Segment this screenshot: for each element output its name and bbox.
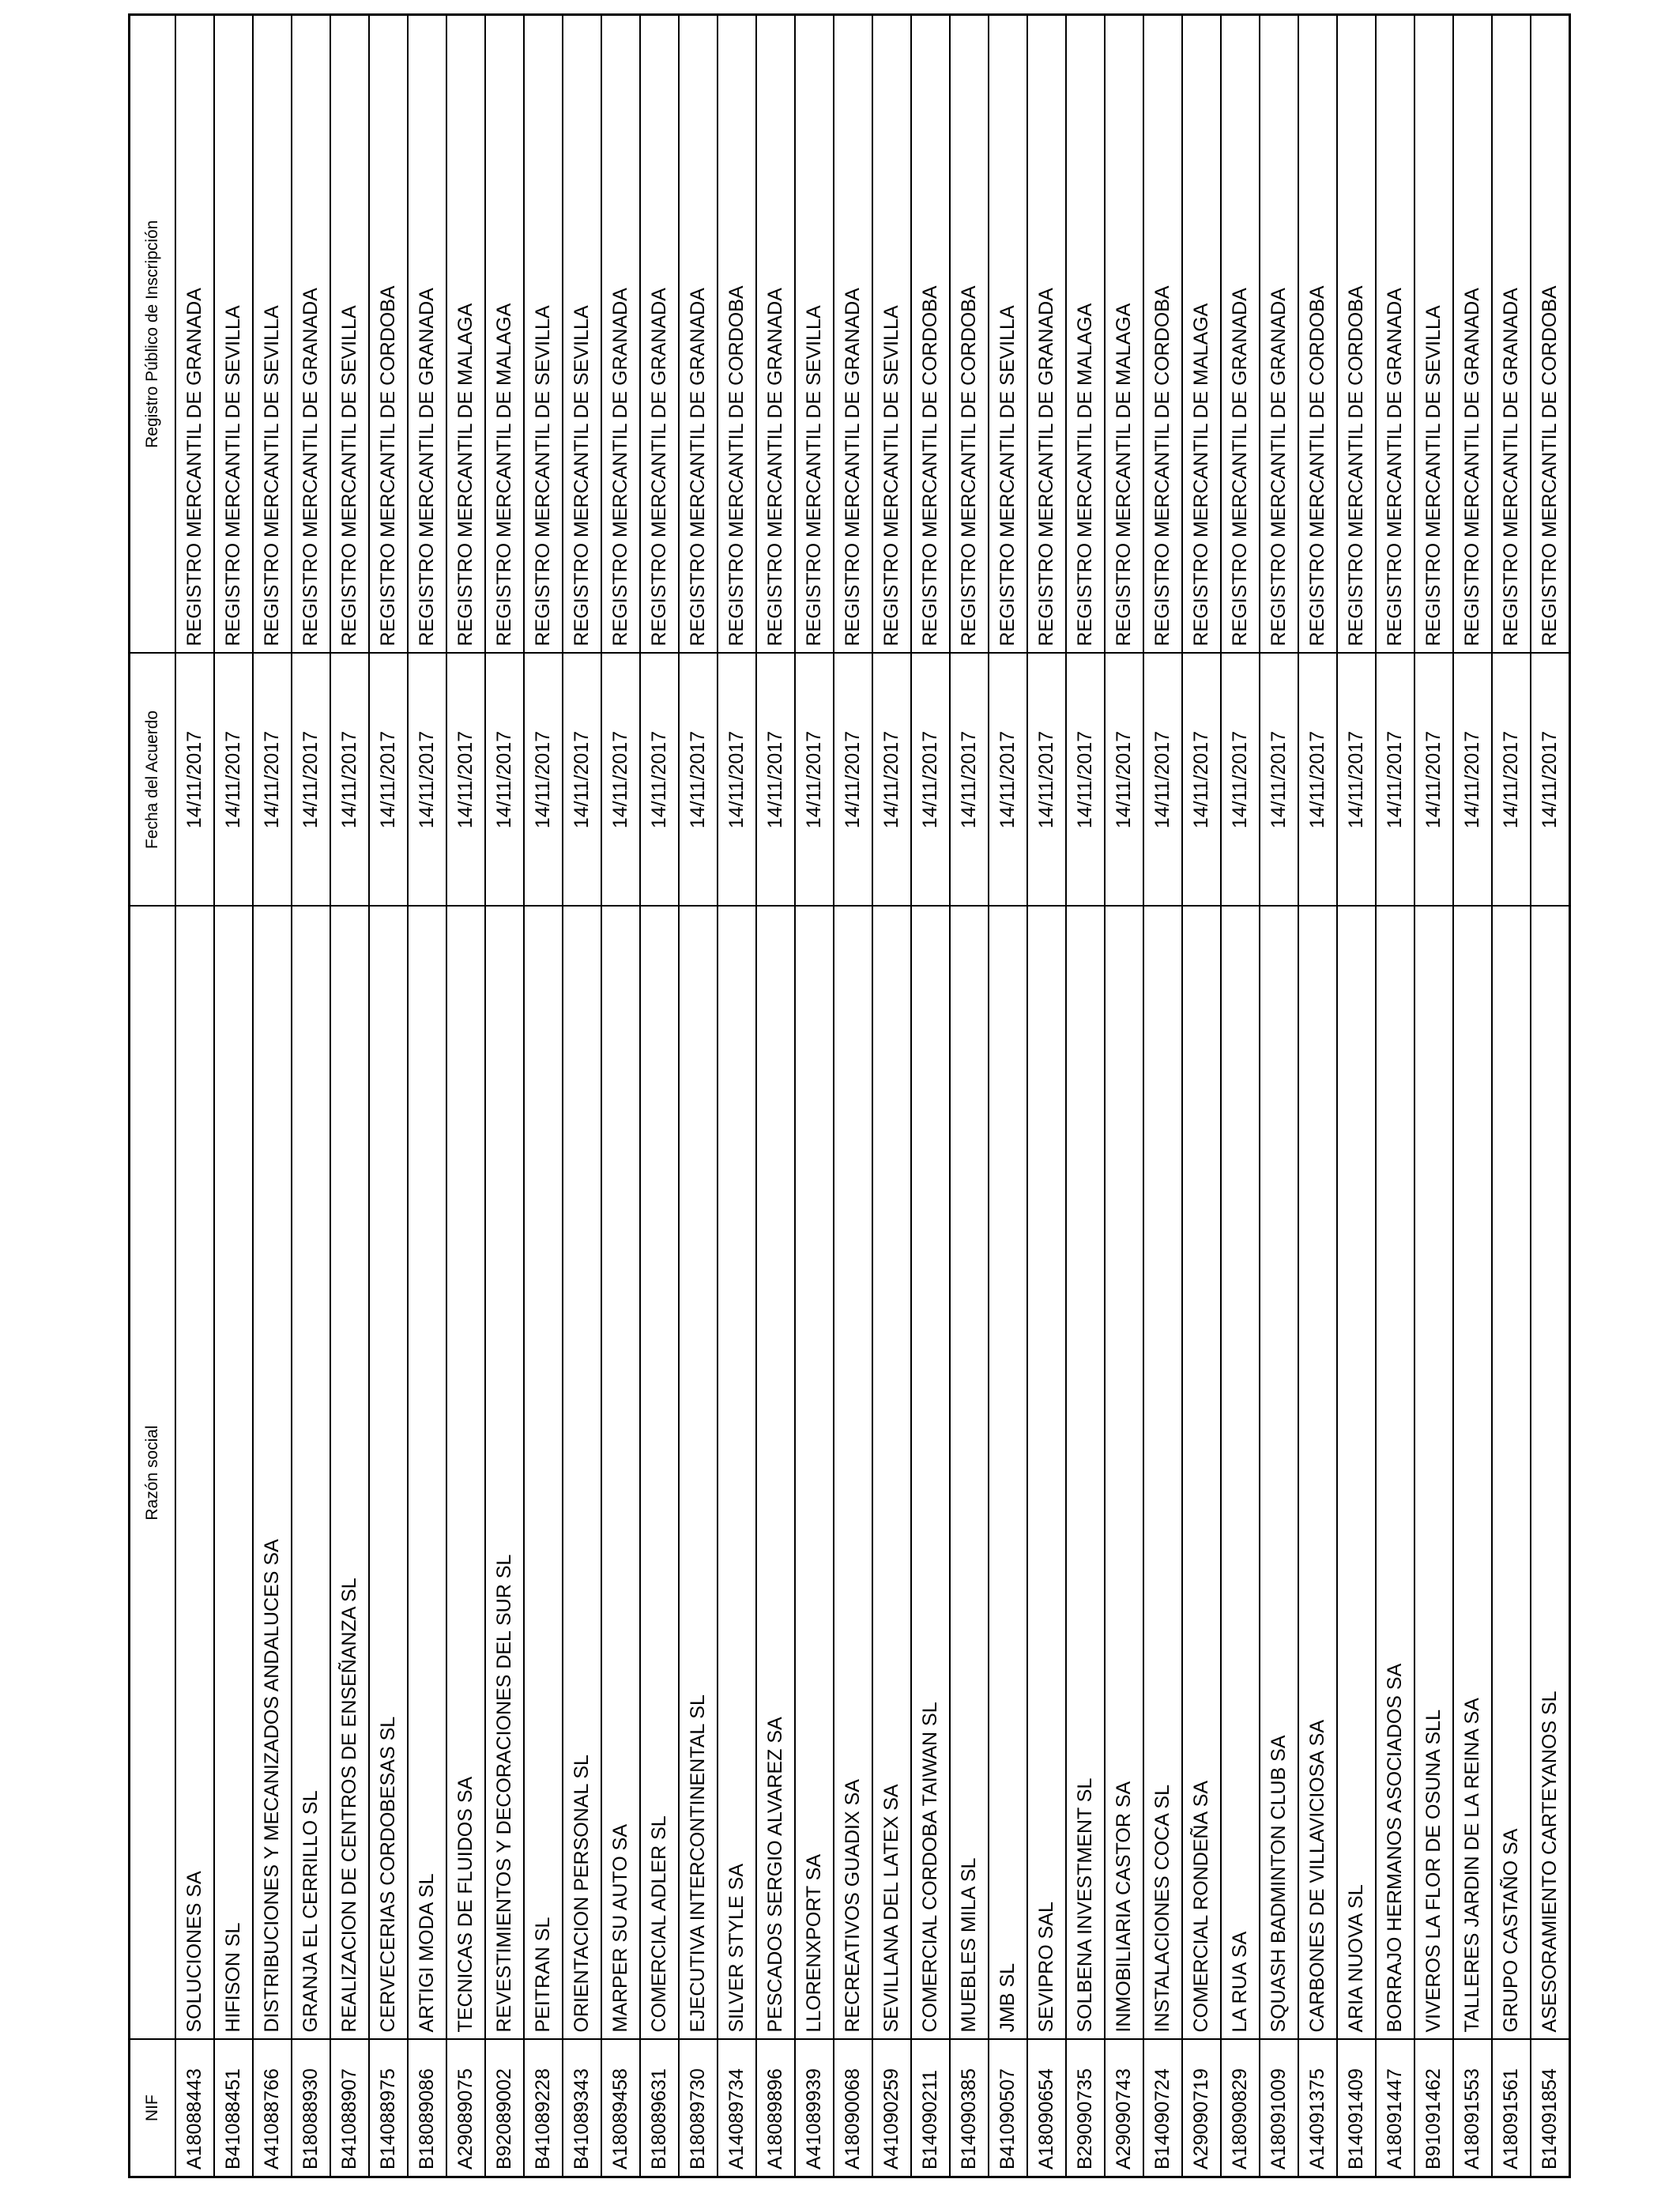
cell-fecha: 14/11/2017 [1221,654,1260,907]
cell-registro: REGISTRO MERCANTIL DE MALAGA [1105,15,1143,654]
cell-razon-social: GRANJA EL CERRILLO SL [292,907,330,2040]
cell-registro: REGISTRO MERCANTIL DE CORDOBA [1143,15,1182,654]
header-row [130,15,176,2177]
cell-razon-social: COMERCIAL ADLER SL [640,907,679,2040]
cell-razon-social: JMB SL [989,907,1027,2040]
cell-nif: A41090259 [872,2040,911,2177]
cell-nif: A18089896 [756,2040,795,2177]
table-row [369,15,408,2177]
cell-nif: A29090743 [1105,2040,1143,2177]
cell-registro: REGISTRO MERCANTIL DE GRANADA [679,15,718,654]
cell-nif: A18091009 [1260,2040,1298,2177]
cell-registro: REGISTRO MERCANTIL DE SEVILLA [563,15,601,654]
cell-nif: B18089086 [408,2040,446,2177]
table-row [795,15,834,2177]
cell-registro: REGISTRO MERCANTIL DE SEVILLA [795,15,834,654]
cell-nif: B41090507 [989,2040,1027,2177]
cell-fecha: 14/11/2017 [1337,654,1376,907]
cell-registro: REGISTRO MERCANTIL DE SEVILLA [253,15,292,654]
cell-razon-social: SILVER STYLE SA [718,907,756,2040]
cell-fecha: 14/11/2017 [1182,654,1221,907]
table-row [1066,15,1105,2177]
cell-fecha: 14/11/2017 [485,654,524,907]
cell-registro: REGISTRO MERCANTIL DE GRANADA [834,15,872,654]
cell-nif: B14090724 [1143,2040,1182,2177]
cell-razon-social: REVESTIMIENTOS Y DECORACIONES DEL SUR SL [485,907,524,2040]
cell-registro: REGISTRO MERCANTIL DE SEVILLA [524,15,563,654]
cell-nif: B41088907 [330,2040,369,2177]
cell-nif: B14088975 [369,2040,408,2177]
cell-razon-social: EJECUTIVA INTERCONTINENTAL SL [679,907,718,2040]
table-row [292,15,330,2177]
cell-nif: A29090719 [1182,2040,1221,2177]
table-row [408,15,446,2177]
table-row [1221,15,1260,2177]
cell-razon-social: INMOBILIARIA CASTOR SA [1105,907,1143,2040]
cell-razon-social: ARIA NUOVA SL [1337,907,1376,2040]
table-row [253,15,292,2177]
cell-razon-social: INSTALACIONES COCA SL [1143,907,1182,2040]
cell-registro: REGISTRO MERCANTIL DE GRANADA [1027,15,1066,654]
cell-nif: A14091375 [1298,2040,1337,2177]
cell-razon-social: MARPER SU AUTO SA [601,907,640,2040]
cell-razon-social: LA RUA SA [1221,907,1260,2040]
cell-nif: A18091553 [1453,2040,1492,2177]
cell-razon-social: COMERCIAL CORDOBA TAIWAN SL [911,907,950,2040]
cell-registro: REGISTRO MERCANTIL DE GRANADA [640,15,679,654]
cell-razon-social: ORIENTACION PERSONAL SL [563,907,601,2040]
table-row [872,15,911,2177]
cell-registro: REGISTRO MERCANTIL DE GRANADA [1453,15,1492,654]
cell-fecha: 14/11/2017 [679,654,718,907]
cell-registro: REGISTRO MERCANTIL DE GRANADA [1221,15,1260,654]
cell-nif: B29090735 [1066,2040,1105,2177]
cell-fecha: 14/11/2017 [408,654,446,907]
table-row [1105,15,1143,2177]
table-row [1453,15,1492,2177]
cell-nif: A41089939 [795,2040,834,2177]
cell-razon-social: REALIZACION DE CENTROS DE ENSEÑANZA SL [330,907,369,2040]
table-row [1337,15,1376,2177]
cell-razon-social: MUEBLES MILA SL [950,907,989,2040]
cell-nif: B18088930 [292,2040,330,2177]
cell-razon-social: ARTIGI MODA SL [408,907,446,2040]
table-row [756,15,795,2177]
rotated-table-container [128,16,1561,2178]
cell-razon-social: COMERCIAL RONDEÑA SA [1182,907,1221,2040]
cell-registro: REGISTRO MERCANTIL DE SEVILLA [214,15,253,654]
cell-razon-social: CERVECERIAS CORDOBESAS SL [369,907,408,2040]
cell-fecha: 14/11/2017 [253,654,292,907]
cell-razon-social: HIFISON SL [214,907,253,2040]
cell-nif: A41088766 [253,2040,292,2177]
cell-registro: REGISTRO MERCANTIL DE MALAGA [1182,15,1221,654]
cell-registro: REGISTRO MERCANTIL DE CORDOBA [718,15,756,654]
cell-fecha: 14/11/2017 [872,654,911,907]
cell-fecha: 14/11/2017 [524,654,563,907]
cell-fecha: 14/11/2017 [1105,654,1143,907]
cell-fecha: 14/11/2017 [795,654,834,907]
cell-razon-social: DISTRIBUCIONES Y MECANIZADOS ANDALUCES SA [253,907,292,2040]
cell-razon-social: PEITRAN SL [524,907,563,2040]
cell-fecha: 14/11/2017 [446,654,485,907]
table-row [1376,15,1414,2177]
cell-registro: REGISTRO MERCANTIL DE GRANADA [292,15,330,654]
cell-nif: A18089458 [601,2040,640,2177]
table-row [524,15,563,2177]
cell-nif: A14089734 [718,2040,756,2177]
cell-registro: REGISTRO MERCANTIL DE GRANADA [408,15,446,654]
table-row [1414,15,1453,2177]
cell-registro: REGISTRO MERCANTIL DE GRANADA [175,15,214,654]
cell-nif: B14090211 [911,2040,950,2177]
cell-nif: B92089002 [485,2040,524,2177]
cell-nif: B14091854 [1531,2040,1570,2177]
cell-nif: B18089631 [640,2040,679,2177]
cell-fecha: 14/11/2017 [1066,654,1105,907]
cell-razon-social: SOLUCIONES SA [175,907,214,2040]
table-row [214,15,253,2177]
cell-nif: B14091409 [1337,2040,1376,2177]
cell-fecha: 14/11/2017 [1298,654,1337,907]
table-row [989,15,1027,2177]
cell-nif: B41089228 [524,2040,563,2177]
table-row [563,15,601,2177]
cell-nif: B41088451 [214,2040,253,2177]
cell-registro: REGISTRO MERCANTIL DE SEVILLA [872,15,911,654]
cell-fecha: 14/11/2017 [1143,654,1182,907]
cell-nif: A18090654 [1027,2040,1066,2177]
cell-razon-social: GRUPO CASTAÑO SA [1492,907,1531,2040]
cell-fecha: 14/11/2017 [563,654,601,907]
cell-nif: B14090385 [950,2040,989,2177]
cell-nif: A18090829 [1221,2040,1260,2177]
cell-razon-social: TECNICAS DE FLUIDOS SA [446,907,485,2040]
table-row [1027,15,1066,2177]
cell-razon-social: CARBONES DE VILLAVICIOSA SA [1298,907,1337,2040]
cell-razon-social: SEVILLANA DEL LATEX SA [872,907,911,2040]
cell-nif: B91091462 [1414,2040,1453,2177]
header-razon-social: Razón social [130,907,176,2040]
cell-razon-social: TALLERES JARDIN DE LA REINA SA [1453,907,1492,2040]
cell-fecha: 14/11/2017 [1531,654,1570,907]
cell-razon-social: BORRAJO HERMANOS ASOCIADOS SA [1376,907,1414,2040]
cell-nif: B18089730 [679,2040,718,2177]
cell-registro: REGISTRO MERCANTIL DE MALAGA [446,15,485,654]
cell-fecha: 14/11/2017 [756,654,795,907]
cell-razon-social: VIVEROS LA FLOR DE OSUNA SLL [1414,907,1453,2040]
cell-fecha: 14/11/2017 [175,654,214,907]
cell-razon-social: SQUASH BADMINTON CLUB SA [1260,907,1298,2040]
cell-registro: REGISTRO MERCANTIL DE GRANADA [1492,15,1531,654]
cell-registro: REGISTRO MERCANTIL DE CORDOBA [1531,15,1570,654]
cell-registro: REGISTRO MERCANTIL DE CORDOBA [1298,15,1337,654]
cell-fecha: 14/11/2017 [718,654,756,907]
cell-fecha: 14/11/2017 [834,654,872,907]
cell-fecha: 14/11/2017 [330,654,369,907]
table-row [834,15,872,2177]
cell-registro: REGISTRO MERCANTIL DE SEVILLA [989,15,1027,654]
cell-fecha: 14/11/2017 [1027,654,1066,907]
header-registro: Registro Público de Inscripción [130,15,176,654]
cell-registro: REGISTRO MERCANTIL DE CORDOBA [911,15,950,654]
cell-razon-social: ASESORAMIENTO CARTEYANOS SL [1531,907,1570,2040]
cell-registro: REGISTRO MERCANTIL DE MALAGA [1066,15,1105,654]
table-row [175,15,214,2177]
cell-fecha: 14/11/2017 [989,654,1027,907]
cell-nif: A18091561 [1492,2040,1531,2177]
table-row [601,15,640,2177]
table-row [679,15,718,2177]
cell-fecha: 14/11/2017 [369,654,408,907]
cell-razon-social: RECREATIVOS GUADIX SA [834,907,872,2040]
cell-registro: REGISTRO MERCANTIL DE GRANADA [1376,15,1414,654]
cell-registro: REGISTRO MERCANTIL DE MALAGA [485,15,524,654]
table-row [1492,15,1531,2177]
cell-registro: REGISTRO MERCANTIL DE GRANADA [1260,15,1298,654]
table-row [446,15,485,2177]
table-row [950,15,989,2177]
cell-nif: A18088443 [175,2040,214,2177]
cell-nif: B41089343 [563,2040,601,2177]
table-row [718,15,756,2177]
cell-fecha: 14/11/2017 [1492,654,1531,907]
table-row [1182,15,1221,2177]
cell-registro: REGISTRO MERCANTIL DE CORDOBA [369,15,408,654]
cell-fecha: 14/11/2017 [1260,654,1298,907]
table-row [1298,15,1337,2177]
header-fecha-acuerdo: Fecha del Acuerdo [130,654,176,907]
table-row [640,15,679,2177]
cell-fecha: 14/11/2017 [950,654,989,907]
header-nif: NIF [130,2040,176,2177]
table-row [1143,15,1182,2177]
cell-nif: A18090068 [834,2040,872,2177]
document-page [128,16,1561,2178]
cell-razon-social: SOLBENA INVESTMENT SL [1066,907,1105,2040]
table-row [911,15,950,2177]
cell-fecha: 14/11/2017 [214,654,253,907]
registry-table [128,13,1571,2178]
cell-razon-social: SEVIPRO SAL [1027,907,1066,2040]
cell-registro: REGISTRO MERCANTIL DE SEVILLA [1414,15,1453,654]
table-row [1260,15,1298,2177]
cell-fecha: 14/11/2017 [1453,654,1492,907]
cell-nif: A18091447 [1376,2040,1414,2177]
cell-razon-social: LLORENXPORT SA [795,907,834,2040]
cell-fecha: 14/11/2017 [1414,654,1453,907]
cell-fecha: 14/11/2017 [601,654,640,907]
cell-razon-social: PESCADOS SERGIO ALVAREZ SA [756,907,795,2040]
table-row [1531,15,1570,2177]
cell-registro: REGISTRO MERCANTIL DE GRANADA [756,15,795,654]
cell-registro: REGISTRO MERCANTIL DE CORDOBA [1337,15,1376,654]
cell-fecha: 14/11/2017 [292,654,330,907]
cell-fecha: 14/11/2017 [640,654,679,907]
table-row [330,15,369,2177]
cell-nif: A29089075 [446,2040,485,2177]
table-row [485,15,524,2177]
cell-fecha: 14/11/2017 [1376,654,1414,907]
cell-registro: REGISTRO MERCANTIL DE GRANADA [601,15,640,654]
cell-registro: REGISTRO MERCANTIL DE CORDOBA [950,15,989,654]
table-body [175,15,1570,2177]
cell-fecha: 14/11/2017 [911,654,950,907]
cell-registro: REGISTRO MERCANTIL DE SEVILLA [330,15,369,654]
